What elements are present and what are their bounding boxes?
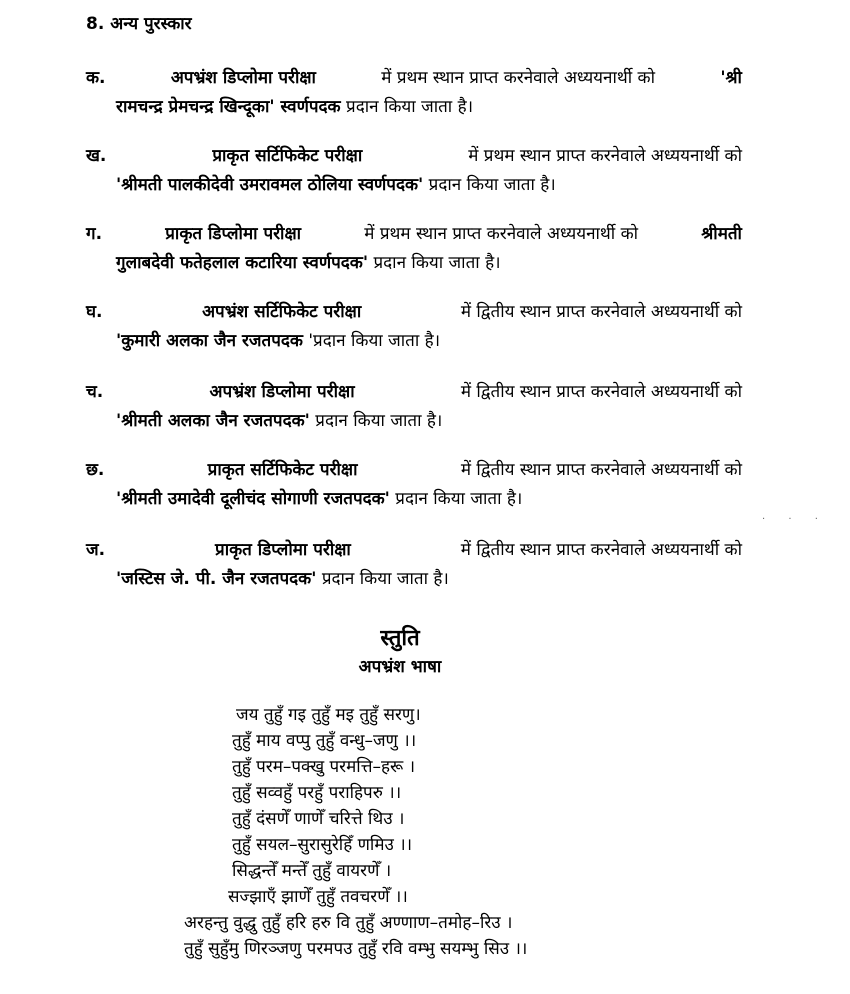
award-marker: घ. [86, 302, 103, 322]
award-line-2 [86, 327, 742, 356]
award-marker: ख. [86, 146, 107, 166]
verse-line: तुहुँ दंसणेँ णाणेँ चरित्ते थिउ । [232, 809, 405, 829]
award-marker: च. [86, 382, 104, 402]
award-line-1 [86, 142, 742, 171]
award-rank-text: में द्वितीय स्थान प्राप्त करनेवाले अध्ययनार्थी को [460, 302, 742, 322]
verse-line: तुहुँ सव्वहुँ परहुँ पराहिपरु ।। [232, 783, 402, 803]
award-rank-text: में प्रथम स्थान प्राप्त करनेवाले अध्ययनार्थी को [364, 224, 639, 244]
stuti-title [0, 624, 850, 654]
award-closing: 'प्रदान किया जाता है। [308, 331, 441, 351]
award-line-1 [86, 378, 742, 407]
award-rank-text: में द्वितीय स्थान प्राप्त करनेवाले अध्ययनार्थी को [460, 540, 742, 560]
verse-line: जय तुहुँ गइ तुहुँ मइ तुहुँ सरणु। [236, 705, 421, 725]
award-medal-name: 'कुमारी अलका जैन रजतपदक [116, 331, 303, 351]
award-item-chha [86, 456, 742, 514]
award-item-ga [86, 220, 742, 278]
award-line-1 [86, 456, 742, 485]
award-rank-text: में प्रथम स्थान प्राप्त करनेवाले अध्ययनार्थी को [468, 146, 742, 166]
verse-line: अरहन्तु वुद्धु तुहुँ हरि हरु वि तुहुँ अण्णाण–तमोह–रिउ । [184, 913, 513, 933]
award-closing: प्रदान किया जाता है। [315, 411, 443, 431]
award-line-2 [86, 171, 742, 200]
award-exam: अपभ्रंश सर्टिफिकेट परीक्षा [202, 302, 362, 322]
award-line-1 [86, 220, 742, 249]
award-rank-text: में प्रथम स्थान प्राप्त करनेवाले अध्ययनार्थी को [381, 68, 656, 88]
award-item-cha [86, 378, 742, 436]
section-heading: 8. अन्य पुरस्कार [86, 14, 192, 34]
award-marker: ग. [86, 224, 103, 244]
verse-line: तुहुँ सयल–सुरासुरेहिँ णमिउ ।। [232, 835, 413, 855]
stuti-subtitle [0, 654, 850, 680]
verse-line: तुहुँ परम–पक्खु परमत्ति–हरू । [232, 757, 416, 777]
award-medal-name: 'जस्टिस जे. पी. जैन रजतपदक' [116, 569, 317, 589]
award-line-2 [86, 249, 742, 278]
award-marker: छ. [86, 460, 105, 480]
award-marker: क. [86, 68, 106, 88]
award-item-gha [86, 298, 742, 356]
stuti-title-text: स्तुति [380, 626, 420, 651]
award-medal-start: श्रीमती [701, 224, 742, 244]
stuti-subtitle-text: अपभ्रंश भाषा [358, 657, 442, 677]
award-closing: प्रदान किया जाता है। [395, 489, 523, 509]
award-line-2 [86, 565, 742, 594]
award-exam: प्राकृत डिप्लोमा परीक्षा [165, 224, 302, 244]
award-exam: प्राकृत सर्टिफिकेट परीक्षा [207, 460, 358, 480]
award-rank-text: में द्वितीय स्थान प्राप्त करनेवाले अध्ययनार्थी को [460, 382, 742, 402]
award-closing: प्रदान किया जाता है। [346, 97, 474, 117]
scan-speck: · · · [762, 514, 828, 525]
award-line-2 [86, 93, 742, 122]
award-exam: प्राकृत डिप्लोमा परीक्षा [215, 540, 351, 560]
award-line-1 [86, 298, 742, 327]
award-item-ja [86, 536, 742, 594]
verse-line: सज्झाएँ झाणेँ तुहुँ तवचरणेँ ।। [228, 887, 408, 907]
award-item-kha [86, 142, 742, 200]
award-line-1 [86, 536, 742, 565]
award-exam: अपभ्रंश डिप्लोमा परीक्षा [170, 68, 316, 88]
award-line-1 [86, 64, 742, 93]
verse-line: सिद्धन्तेँ मन्तेँ तुहुँ वायरणेँ । [232, 861, 392, 881]
award-marker: ज. [86, 540, 106, 560]
award-closing: प्रदान किया जाता है। [428, 175, 556, 195]
award-closing: प्रदान किया जाता है। [373, 253, 501, 273]
award-medal-name: 'श्रीमती उमादेवी दूलीचंद सोगाणी रजतपदक' [116, 489, 390, 509]
award-medal-name: 'श्रीमती पालकीदेवी उमरावमल ठोलिया स्वर्णपदक' [116, 175, 424, 195]
award-exam: अपभ्रंश डिप्लोमा परीक्षा [209, 382, 355, 402]
award-rank-text: में द्वितीय स्थान प्राप्त करनेवाले अध्ययनार्थी को [460, 460, 742, 480]
award-medal-name: रामचन्द्र प्रेमचन्द्र खिन्दूका' स्वर्णपदक [116, 97, 341, 117]
award-medal-name: 'श्रीमती अलका जैन रजतपदक' [116, 411, 310, 431]
award-medal-start: 'श्री [720, 68, 742, 88]
verse-line: तुहुँ माय वप्पु तुहुँ वन्धु–जणु ।। [232, 731, 417, 751]
award-medal-name: गुलाबदेवी फतेहलाल कटारिया स्वर्णपदक' [116, 253, 369, 273]
award-line-2 [86, 485, 742, 514]
award-line-2 [86, 407, 742, 436]
verse-line: तुहुँ सुहुँमु णिरञ्जणु परमपउ तुहुँ रवि वम्भु सयम्भु सिउ ।। [184, 939, 528, 959]
award-exam: प्राकृत सर्टिफिकेट परीक्षा [212, 146, 363, 166]
award-closing: प्रदान किया जाता है। [321, 569, 449, 589]
award-item-ka [86, 64, 742, 122]
